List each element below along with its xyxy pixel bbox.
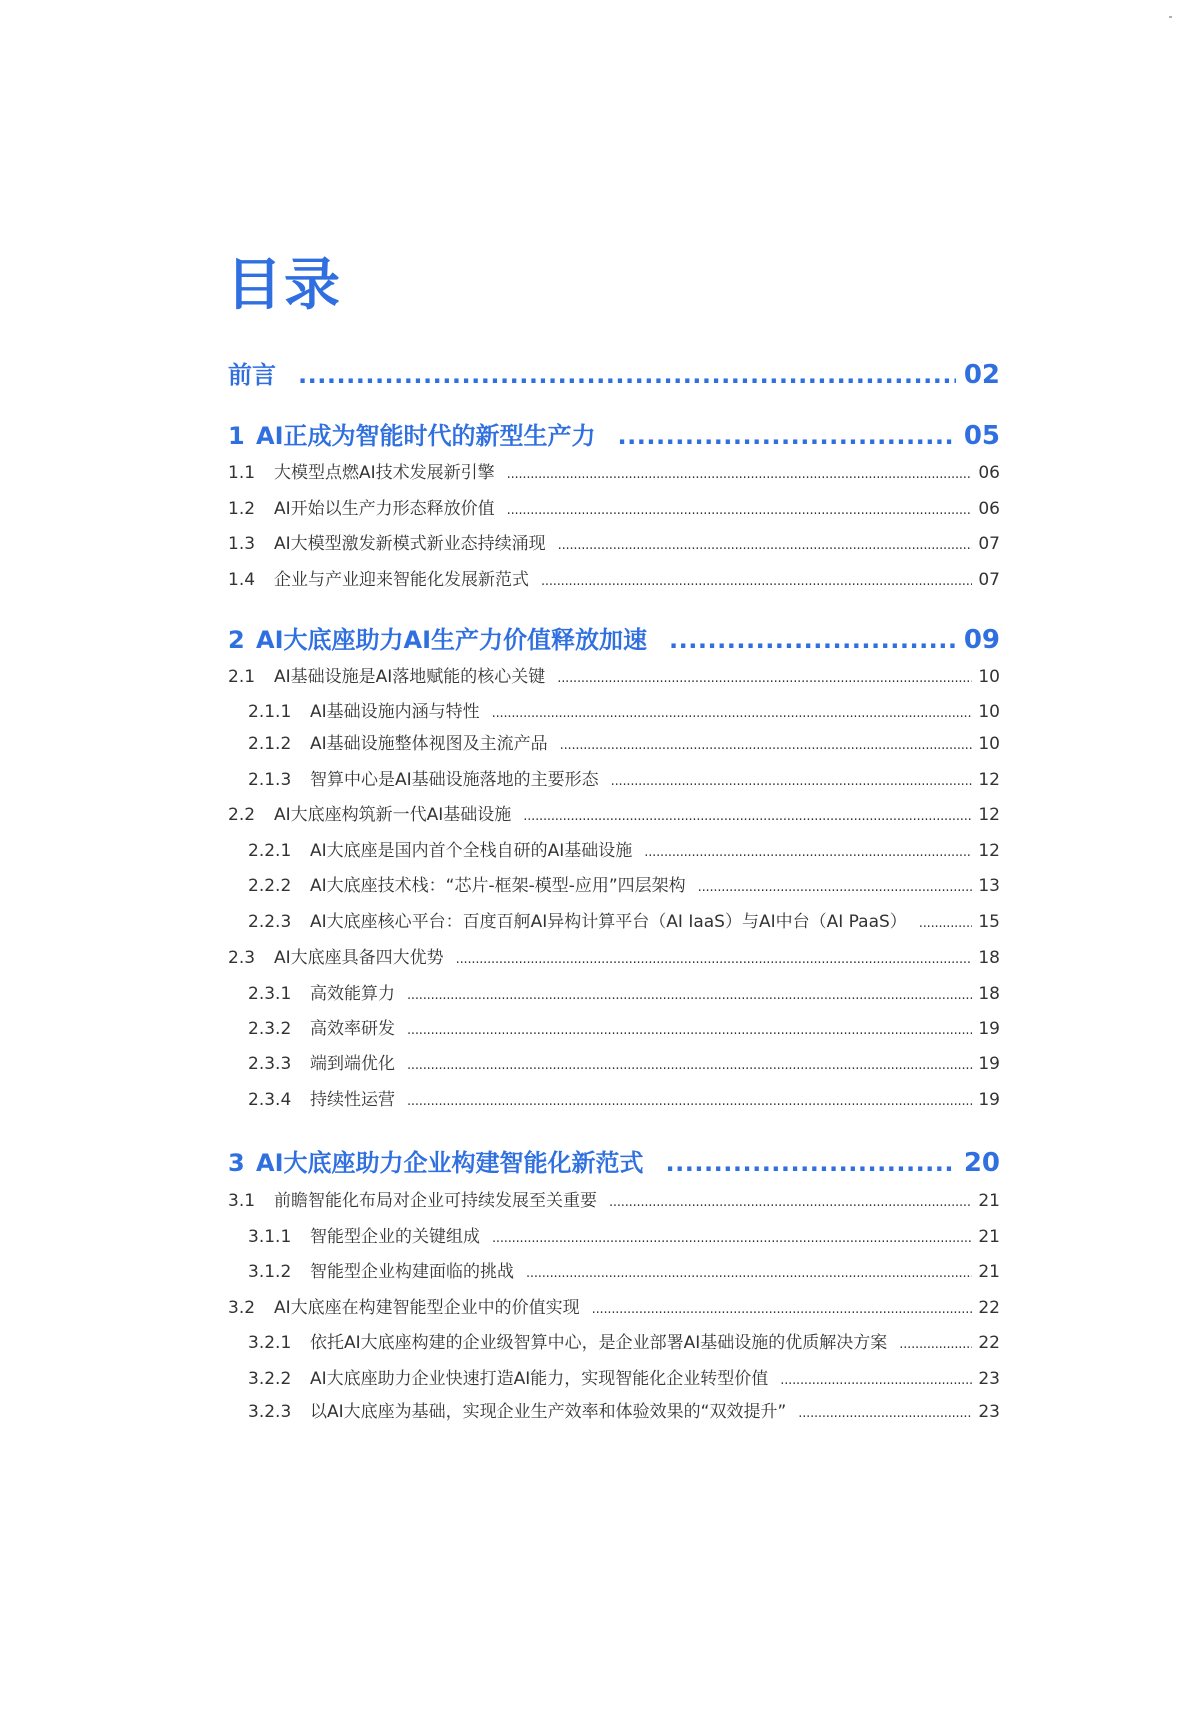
toc-entry-page: 19 — [978, 1090, 1000, 1110]
toc-entry-label: 高效能算力 — [310, 984, 395, 1004]
toc-entry-number: 2.1.1 — [248, 702, 292, 722]
toc-entry-label: AI大底座助力企业快速打造AI能力，实现智能化企业转型价值 — [310, 1369, 769, 1389]
toc-entry-label: AI大底座技术栈：“芯片-框架-模型-应用”四层架构 — [310, 876, 686, 896]
toc-entry-page: 12 — [978, 841, 1000, 861]
toc-entry-page: 10 — [978, 667, 1000, 687]
toc-entry-label: AI大底座核心平台：百度百舸AI异构计算平台（AI IaaS）与AI中台（AI PaaS） — [310, 912, 907, 932]
toc-entry-label: 智算中心是AI基础设施落地的主要形态 — [310, 770, 599, 790]
leader-dots — [407, 1094, 972, 1110]
toc-entry-page: 05 — [963, 421, 1000, 451]
toc-entry-label: AI大底座具备四大优势 — [274, 948, 444, 968]
leader-dots — [507, 503, 973, 519]
leader-dots — [666, 1149, 956, 1178]
toc-entry-subsection[interactable] — [248, 1054, 1000, 1074]
toc-entry-section[interactable] — [228, 570, 1000, 590]
toc-entry-subsection[interactable] — [248, 770, 1000, 790]
toc-entry-page: 18 — [978, 984, 1000, 1004]
toc-entry-section[interactable] — [228, 948, 1000, 968]
toc-entry-number: 2.2.1 — [248, 841, 292, 861]
toc-entry-label: 智能型企业的关键组成 — [310, 1227, 480, 1247]
toc-entry-preface[interactable] — [228, 360, 1000, 391]
toc-entry-subsection[interactable] — [248, 984, 1000, 1004]
leader-dots — [899, 1337, 972, 1353]
toc-entry-label: AI基础设施是AI落地赋能的核心关键 — [274, 667, 546, 687]
toc-entry-number: 1.2 — [228, 499, 256, 519]
toc-entry-subsection[interactable] — [248, 1402, 1000, 1422]
toc-entry-page: 02 — [963, 360, 1000, 390]
toc-entry-page: 23 — [978, 1369, 1000, 1389]
toc-entry-label: AI基础设施整体视图及主流产品 — [310, 734, 548, 754]
toc-entry-label: AI大底座助力AI生产力价值释放加速 — [256, 626, 648, 654]
toc-entry-page: 07 — [978, 570, 1000, 590]
toc-entry-section[interactable] — [228, 499, 1000, 519]
leader-dots — [407, 1058, 972, 1074]
toc-title: 目录 — [226, 253, 342, 318]
toc-entry-number: 2.2.3 — [248, 912, 292, 932]
toc-entry-page: 06 — [978, 463, 1000, 483]
toc-entry-page: 22 — [978, 1333, 1000, 1353]
toc-entry-page: 19 — [978, 1019, 1000, 1039]
toc-entry-number: 2.1.3 — [248, 770, 292, 790]
leader-dots — [456, 952, 973, 968]
leader-dots — [523, 809, 972, 825]
leader-dots — [557, 671, 972, 687]
toc-entry-number: 3.2.3 — [248, 1402, 292, 1422]
toc-entry-label: 智能型企业构建面临的挑战 — [310, 1262, 514, 1282]
toc-entry-number: 2.3.4 — [248, 1090, 292, 1110]
leader-dots — [698, 880, 973, 896]
toc-entry-subsection[interactable] — [248, 1262, 1000, 1282]
toc-entry-number: 2.3.1 — [248, 984, 292, 1004]
toc-entry-number: 3.1 — [228, 1191, 256, 1211]
toc-entry-subsection[interactable] — [248, 702, 1000, 722]
toc-entry-section[interactable] — [228, 805, 1000, 825]
toc-entry-label: AI大底座是国内首个全栈自研的AI基础设施 — [310, 841, 633, 861]
toc-entry-section[interactable] — [228, 463, 1000, 483]
toc-entry-number: 3.2 — [228, 1298, 256, 1318]
toc-entry-label: AI正成为智能时代的新型生产力 — [256, 422, 596, 450]
leader-dots — [780, 1373, 972, 1389]
toc-entry-label: 前瞻智能化布局对企业可持续发展至关重要 — [274, 1191, 597, 1211]
toc-entry-label: AI基础设施内涵与特性 — [310, 702, 480, 722]
toc-entry-page: 18 — [978, 948, 1000, 968]
toc-entry-subsection[interactable] — [248, 876, 1000, 896]
toc-entry-number: 3.1.1 — [248, 1227, 292, 1247]
toc-entry-number: 3.2.2 — [248, 1369, 292, 1389]
leader-dots — [798, 1406, 972, 1422]
toc-entry-number: 1.4 — [228, 570, 256, 590]
toc-entry-label: 企业与产业迎来智能化发展新范式 — [274, 570, 529, 590]
toc-entry-chapter-1[interactable] — [228, 421, 1000, 452]
leader-dots — [609, 1195, 972, 1211]
toc-entry-section[interactable] — [228, 1298, 1000, 1318]
leader-dots — [541, 574, 972, 590]
toc-entry-subsection[interactable] — [248, 1227, 1000, 1247]
toc-entry-label: 大模型点燃AI技术发展新引擎 — [274, 463, 495, 483]
toc-entry-page: 23 — [978, 1402, 1000, 1422]
leader-dots — [592, 1302, 973, 1318]
toc-entry-subsection[interactable] — [248, 734, 1000, 754]
toc-entry-number: 3 — [228, 1149, 245, 1177]
toc-entry-label: AI开始以生产力形态释放价值 — [274, 499, 495, 519]
leader-dots — [669, 626, 956, 655]
toc-entry-chapter-2[interactable] — [228, 625, 1000, 656]
toc-entry-number: 2.3.2 — [248, 1019, 292, 1039]
toc-entry-section[interactable] — [228, 667, 1000, 687]
toc-entry-page: 22 — [978, 1298, 1000, 1318]
toc-entry-number: 2.1 — [228, 667, 256, 687]
toc-entry-number: 2.3 — [228, 948, 256, 968]
toc-entry-page: 19 — [978, 1054, 1000, 1074]
toc-entry-page: 09 — [963, 625, 1000, 655]
toc-entry-label: 前言 — [228, 361, 276, 389]
toc-entry-label: 高效率研发 — [310, 1019, 395, 1039]
toc-entry-section[interactable] — [228, 1191, 1000, 1211]
leader-dots — [298, 361, 956, 390]
corner-mark — [1169, 16, 1172, 18]
toc-entry-label: 持续性运营 — [310, 1090, 395, 1110]
toc-entry-page: 20 — [963, 1148, 1000, 1178]
toc-entry-number: 2.1.2 — [248, 734, 292, 754]
leader-dots — [560, 738, 973, 754]
toc-entry-page: 13 — [978, 876, 1000, 896]
toc-entry-section[interactable] — [228, 534, 1000, 554]
leader-dots — [507, 467, 973, 483]
toc-entry-label: AI大模型激发新模式新业态持续涌现 — [274, 534, 546, 554]
leader-dots — [558, 538, 973, 554]
toc-entry-label: AI大底座在构建智能型企业中的价值实现 — [274, 1298, 580, 1318]
toc-entry-label: AI大底座构筑新一代AI基础设施 — [274, 805, 512, 825]
leader-dots — [611, 774, 973, 790]
toc-entry-subsection[interactable] — [248, 1090, 1000, 1110]
leader-dots — [407, 988, 972, 1004]
toc-entry-number: 1 — [228, 422, 245, 450]
toc-entry-subsection[interactable] — [248, 1333, 1000, 1353]
leader-dots — [492, 1231, 972, 1247]
toc-entry-page: 12 — [978, 770, 1000, 790]
toc-entry-page: 10 — [978, 702, 1000, 722]
toc-entry-number: 3.2.1 — [248, 1333, 292, 1353]
toc-entry-number: 3.1.2 — [248, 1262, 292, 1282]
toc-entry-subsection[interactable] — [248, 1019, 1000, 1039]
leader-dots — [618, 422, 956, 451]
toc-entry-chapter-3[interactable] — [228, 1148, 1000, 1179]
toc-entry-page: 21 — [978, 1262, 1000, 1282]
toc-entry-label: 依托AI大底座构建的企业级智算中心，是企业部署AI基础设施的优质解决方案 — [310, 1333, 888, 1353]
toc-entry-subsection[interactable] — [248, 1369, 1000, 1389]
toc-entry-label: AI大底座助力企业构建智能化新范式 — [256, 1149, 644, 1177]
toc-entry-page: 21 — [978, 1191, 1000, 1211]
toc-entry-page: 21 — [978, 1227, 1000, 1247]
toc-entry-number: 1.3 — [228, 534, 256, 554]
leader-dots — [526, 1266, 972, 1282]
toc-entry-label: 以AI大底座为基础，实现企业生产效率和体验效果的“双效提升” — [310, 1402, 787, 1422]
toc-entry-page: 12 — [978, 805, 1000, 825]
leader-dots — [407, 1023, 972, 1039]
toc-entry-page: 15 — [978, 912, 1000, 932]
toc-entry-page: 06 — [978, 499, 1000, 519]
toc-entry-subsection[interactable] — [248, 912, 1000, 932]
toc-entry-subsection[interactable] — [248, 841, 1000, 861]
toc-entry-number: 2.2 — [228, 805, 256, 825]
toc-entry-number: 1.1 — [228, 463, 256, 483]
toc-entry-page: 07 — [978, 534, 1000, 554]
toc-entry-label: 端到端优化 — [310, 1054, 395, 1074]
leader-dots — [919, 916, 973, 932]
leader-dots — [644, 845, 972, 861]
toc-entry-number: 2.3.3 — [248, 1054, 292, 1074]
leader-dots — [492, 706, 973, 722]
toc-entry-number: 2.2.2 — [248, 876, 292, 896]
toc-entry-page: 10 — [978, 734, 1000, 754]
toc-entry-number: 2 — [228, 626, 245, 654]
